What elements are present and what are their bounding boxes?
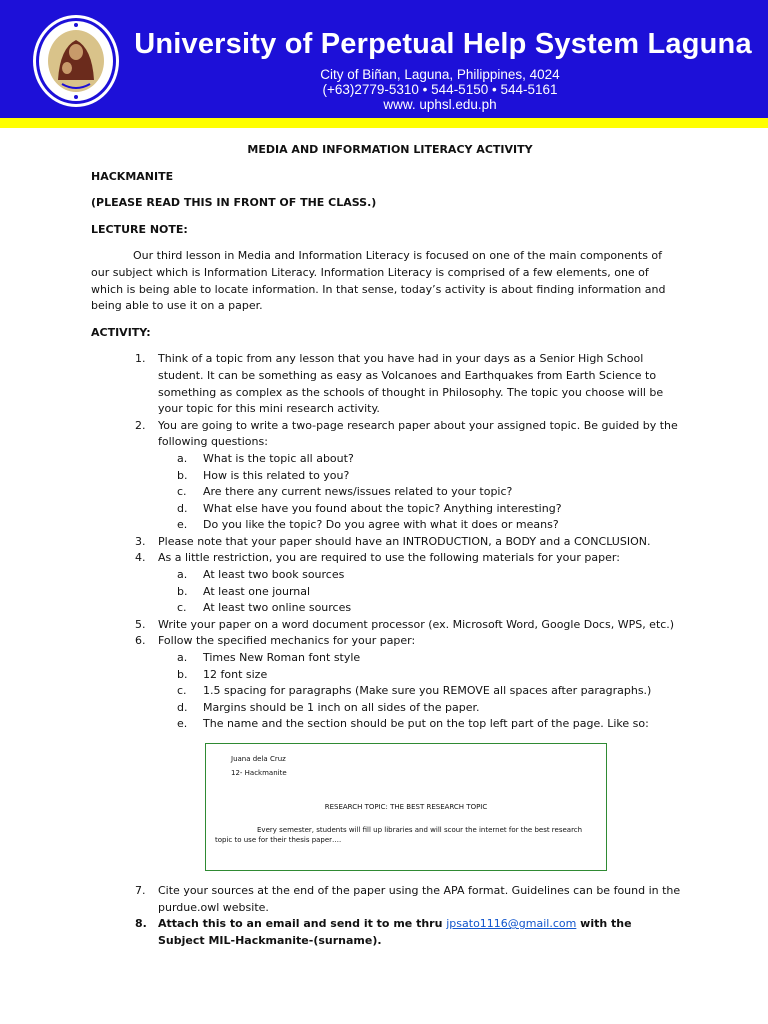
mechanics-text: 12 font size [203,667,268,681]
material-item [177,584,681,601]
activity-item [127,418,681,534]
material-item [177,600,681,617]
question-text: Are there any current news/issues related to your topic? [203,485,513,499]
item-text: Write your paper on a word document processor (ex. Microsoft Word, Google Docs, WPS, etc.) [158,617,675,631]
item-number: 4. [135,551,146,565]
item-text-after: with the Subject MIL-Hackmanite-(surname). [158,917,632,947]
mechanics-text: 1.5 spacing for paragraphs (Make sure you REMOVE all spaces after paragraphs.) [203,684,652,698]
item-number: 7. [135,884,146,897]
email-link[interactable]: jpsato1116@gmail.com [446,917,577,931]
material-letter: c. [177,601,187,615]
material-letter: a. [177,568,188,582]
mechanics-item [177,716,681,733]
mechanics-letter: e. [177,717,188,731]
item-number: 8. [135,917,147,931]
material-text: At least two book sources [203,568,345,582]
mechanics-item [177,683,681,700]
item-text: Follow the specified mechanics for your paper: [158,634,416,648]
materials-list [177,567,681,617]
item-number: 1. [135,352,146,366]
activity-heading: ACTIVITY: [91,325,151,339]
question-letter: b. [177,468,188,482]
guide-question [177,468,681,485]
activity-list [127,351,681,733]
guide-question [177,484,681,501]
section-name: HACKMANITE [91,169,174,183]
material-letter: b. [177,584,188,598]
activity-item [127,351,681,417]
material-text: At least one journal [203,584,311,598]
item-number: 3. [135,534,146,548]
activity-item [127,916,681,949]
lecture-paragraph: Our third lesson in Media and Information Literacy is focused on one of the main components of our subject which is Information Literacy. Information Literacy is comprised of a few elements, one of which is being able to locate information. In that sense, today’s activity is about finding information and being able to use it on a paper. [91,249,666,313]
mechanics-list [177,650,681,733]
activity-item [127,550,681,616]
activity-item [127,617,681,634]
mechanics-letter: d. [177,700,188,714]
yellow-divider-stripe [0,118,768,128]
item-number: 6. [135,634,146,648]
activity-item [127,633,681,733]
example-body-text: Every semester, students will fill up libraries and will scour the internet for the best research topic to use for their thesis paper…. [215,826,583,844]
guide-question [177,451,681,468]
reading-instruction: (PLEASE READ THIS IN FRONT OF THE CLASS.) [91,196,377,210]
material-text: At least two online sources [203,601,352,615]
question-letter: c. [177,485,187,499]
question-letter: a. [177,451,188,465]
mechanics-item [177,650,681,667]
question-text: What is the topic all about? [203,451,354,465]
question-letter: e. [177,518,188,532]
phone-line: (+63)2779-5310 • 544-5150 • 544-5161 [322,82,558,97]
mechanics-item [177,700,681,717]
mechanics-text: Times New Roman font style [203,651,361,665]
material-item [177,567,681,584]
question-letter: d. [177,501,188,515]
item-number: 2. [135,418,146,432]
university-contact [290,67,590,112]
question-text: Do you like the topic? Do you agree with what it does or means? [203,518,559,532]
activity-item [127,883,681,916]
mechanics-letter: a. [177,651,188,665]
mechanics-text: Margins should be 1 inch on all sides of the paper. [203,700,480,714]
website-line: www. uphsl.edu.ph [383,97,497,112]
activity-item [127,534,681,551]
guide-question [177,501,681,518]
mechanics-item [177,667,681,684]
item-text: Please note that your paper should have an INTRODUCTION, a BODY and a CONCLUSION. [158,534,651,548]
example-student-name: Juana dela Cruz [231,755,286,763]
example-research-topic: RESEARCH TOPIC: THE BEST RESEARCH TOPIC [324,803,488,811]
mechanics-letter: c. [177,684,187,698]
mechanics-text: The name and the section should be put on the top left part of the page. Like so: [203,717,649,731]
question-text: What else have you found about the topic? Anything interesting? [203,501,562,515]
example-section: 12- Hackmanite [231,769,287,777]
item-text: You are going to write a two-page research paper about your assigned topic. Be guided by the following questions: [158,418,678,449]
guide-question [177,517,681,534]
guide-questions-list [177,451,681,534]
item-text: Think of a topic from any lesson that you have had in your days as a Senior High School student. It can be something as easy as Volcanoes and Earthquakes from Earth Science to something as complex as the schools of thought in Philosophy. The topic you choose will be your topic for this mini research activity. [158,352,664,416]
lecture-heading: LECTURE NOTE: [91,222,188,236]
document-title: MEDIA AND INFORMATION LITERACY ACTIVITY [247,143,533,156]
item-text: Cite your sources at the end of the paper using the APA format. Guidelines can be found in the purdue.owl website. [158,884,681,914]
address-line: City of Biñan, Laguna, Philippines, 4024 [320,67,560,82]
activity-list-continued [127,883,681,949]
university-name: University of Perpetual Help System Laguna [134,28,752,60]
document-body [91,142,681,949]
item-text-before: Attach this to an email and send it to me thru [158,917,447,931]
example-paper-box [205,743,607,871]
letterhead-banner [0,0,768,118]
item-text: As a little restriction, you are required to use the following materials for your paper: [158,551,620,565]
question-text: How is this related to you? [203,468,350,482]
item-number: 5. [135,617,146,631]
university-seal-logo [32,14,120,108]
mechanics-letter: b. [177,667,188,681]
